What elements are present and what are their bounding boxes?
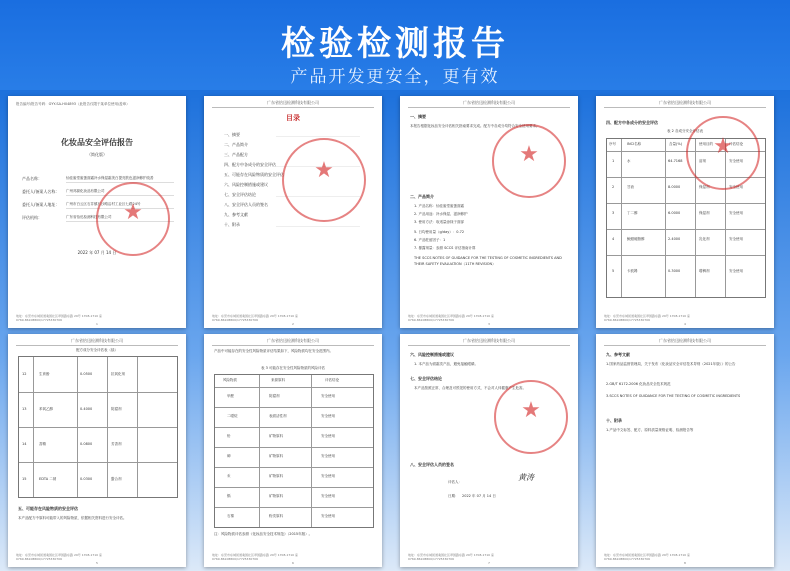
page-footer: 地址：东莞市东城街道桑园社区翠园路东路 29号 1708-1710 室 0769-86108800/17725330706 (604, 314, 691, 322)
section-heading: 十、附录 (606, 418, 622, 423)
cover-row-value-1: 仙佳蜜堂蜜蛋面霜补水保湿霜美白提亮肤色滋润修护改善 (66, 176, 154, 180)
table-cell: 0.3000 (668, 269, 681, 273)
table-cell: 香精 (39, 442, 46, 446)
table-cell: 乳化剂 (699, 237, 710, 241)
table-cell: 6.0000 (668, 211, 681, 215)
summary-text: 本报告根据化妆品安全评估相关指南要求完成。配方中各成分均符合安全使用要求。 (410, 124, 540, 128)
table-caption: 表 3 可能存在安全性风险物质的风险评估 (261, 366, 325, 370)
table-cell: 砷 (227, 454, 231, 458)
ingredient-table-continued (18, 356, 178, 498)
table-cell: 8.0000 (668, 185, 681, 189)
table-cell: 防腐剂 (111, 407, 122, 411)
section-heading: 六、风险控制措施或建议 (410, 352, 454, 357)
report-page-3-summary[interactable] (400, 96, 578, 328)
contents-item[interactable]: 十、附录 (224, 222, 240, 227)
page-footer: 地址：东莞市东城街道桑园社区翠园路东路 29号 1708-1710 室 0769-86108800/17725330706 (408, 553, 495, 561)
cover-row-value-4: 广东省怡迅检测科技有限公司 (66, 215, 112, 219)
section-heading: 四、配方中各成分的安全评估 (606, 120, 658, 125)
table-cell: 矿物原料 (269, 474, 283, 478)
product-field: 7. 暴露剂量：参照 SCCS 评估指南计算 (414, 246, 476, 250)
table-cell: 甘油 (627, 185, 634, 189)
reference-item: 2.GB/T 6172-2006 化妆品安全技术规范 (606, 382, 671, 386)
report-page-7-conclusion[interactable] (400, 334, 578, 567)
table-cell: 二噁烷 (227, 414, 238, 418)
table-cell: 汞 (227, 474, 231, 478)
page-footer: 地址：东莞市东城街道桑园社区翠园路东路 29号 1708-1710 室 0769-86108800/17725330706 (212, 314, 299, 322)
page-number: 8 (684, 561, 686, 565)
table-cell: 安全使用 (321, 394, 335, 398)
contents-item[interactable]: 二、产品简介 (224, 142, 248, 147)
page-header-company: 广东省怡迅检测科技有限公司 (463, 100, 515, 105)
table-cell: 防腐剂 (269, 394, 280, 398)
table-cell: 保湿剂 (699, 185, 710, 189)
page-footer: 地址：东莞市东城街道桑园社区翠园路东路 29号 1708-1710 室 0769-86108800/17725330706 (212, 553, 299, 561)
table-cell: 芳香剂 (111, 442, 122, 446)
table-cell: 甲醛 (227, 394, 234, 398)
evaluator-signature: 黄涛 (518, 473, 534, 482)
table-cell: 安全使用 (321, 474, 335, 478)
table-cell: 2.4000 (668, 237, 681, 241)
table-cell: 2 (612, 185, 615, 189)
page-number: 2 (292, 322, 294, 326)
cover-subtitle: （简化版） (87, 152, 107, 157)
section-heading: 一、摘要 (410, 114, 426, 119)
product-field: 6. 产品驻留因子：1 (414, 238, 446, 242)
contents-item[interactable]: 四、配方中各成分的安全评估 (224, 162, 276, 167)
table-cell: 64.7168 (668, 159, 683, 163)
table-cell: 1 (612, 159, 615, 163)
table-cell: EDTA 二钠 (39, 477, 57, 481)
table-cell: 丁二醇 (627, 211, 638, 215)
cover-row-value-3: 广州市白云区石井镇石沙路沿村工业区七路24号 (66, 202, 141, 206)
report-page-5-ingredients-continued[interactable] (8, 334, 186, 567)
table-cell: 鲸蜡硬脂醇 (627, 237, 645, 241)
table-cell: 13 (22, 407, 27, 411)
page-number: 3 (488, 322, 490, 326)
product-field: 1. 产品名称：仙佳蜜堂蜜蛋面霜 (414, 204, 464, 208)
table-cell: 安全使用 (321, 514, 335, 518)
table-cell: 0.0500 (80, 372, 93, 376)
product-field: 3. 使用方法：取适量涂抹于面部 (414, 220, 464, 224)
cover-row-value-2: 广州邦源化妆品有限公司 (66, 189, 105, 193)
reference-item: 1.国家药品监督管理局，关于发布《化妆品安全评估技术导则（2021年版）》的公告 (606, 362, 736, 366)
page-number: 4 (684, 322, 686, 326)
appendix-text: 1.产品中文标签、配方、原料质量规格证明、检测报告等 (606, 428, 694, 432)
table-cell: 安全使用 (321, 494, 335, 498)
table-cell: 12 (22, 372, 27, 376)
table-caption: 表 2 各成分安全评估表 (667, 129, 703, 133)
table-cell: 苯氧乙醇 (39, 407, 53, 411)
risk-intro: 产品中可能存在的安全性风险物质评估结果如下，风险物质均在安全范围内。 (214, 349, 333, 353)
banner (0, 0, 790, 100)
table-header: 使用目的 (699, 142, 713, 146)
company-seal: ★ (686, 116, 760, 190)
table-cell: 0.4000 (80, 407, 93, 411)
banner-title: 检验检测报告 (281, 24, 509, 64)
product-field: 5. 日均使用量（g/day）：0.72 (414, 230, 465, 234)
section-heading: 七、安全评估结论 (410, 376, 442, 381)
risk-table (214, 374, 374, 528)
table-cell: 铅 (227, 434, 231, 438)
product-field: 2. 产品用途：补水保湿、滋润修护 (414, 212, 468, 216)
table-cell: 矿物原料 (269, 494, 283, 498)
signature-date: 日期： 2022 年 07 月 14 日 (448, 494, 496, 498)
table-header: 评估结论 (325, 378, 339, 382)
banner-subtitle: 产品开发更安全，更有效 (290, 67, 500, 87)
table-cell: 表面活性剂 (269, 414, 287, 418)
table-cell: 石棉 (227, 514, 234, 518)
table-cell: 卡波姆 (627, 269, 638, 273)
section-text: 本产品按照正常、合理及可预见的使用方式，不会对人体健康产生危害。 (414, 386, 526, 390)
table-cell: 安全使用 (729, 159, 743, 163)
table-cell: 安全使用 (729, 269, 743, 273)
page-header-company: 广东省怡迅检测科技有限公司 (267, 100, 319, 105)
table-header: 含量(%) (669, 142, 683, 146)
page-footer: 地址：东莞市东城街道桑园社区翠园路东路 29号 1708-1710 室 0769-86108800/17725330706 (604, 553, 691, 561)
cover-row-label-3: 委托人/备案人地址： (22, 202, 60, 207)
company-seal: ★ (492, 124, 566, 198)
page-header-company: 广东省怡迅检测科技有限公司 (659, 338, 711, 343)
table-cell: 0.0300 (80, 477, 93, 481)
cover-title: 化妆品安全评估报告 (61, 138, 133, 147)
table-cell: 安全使用 (729, 185, 743, 189)
page-number: 1 (96, 322, 98, 326)
table-cell: 3 (612, 211, 615, 215)
table-caption: 配方成分安全评估表（续） (76, 348, 118, 352)
table-cell: 15 (22, 477, 27, 481)
table-cell: 安全使用 (321, 414, 335, 418)
report-page-8-references[interactable] (596, 334, 774, 567)
contents-item[interactable]: 一、摘要 (224, 132, 240, 137)
report-page-2-contents[interactable] (204, 96, 382, 328)
page-footer: 地址：东莞市东城街道桑园社区翠园路东路 29号 1708-1710 室 0769-86108800/17725330706 (408, 314, 495, 322)
table-header: INCI名称 (627, 142, 642, 146)
contents-title: 目录 (286, 114, 300, 122)
table-cell: 生育酚 (39, 372, 50, 376)
table-cell: 矿物原料 (269, 454, 283, 458)
contents-item[interactable]: 八、安全评估人员的签名 (224, 202, 268, 207)
reference-text: THE SCCS NOTES OF GUIDANCE FOR THE TESTING OF COSMETIC INGREDIENTS AND THEIR SAFETY EVALUATION（11TH REVISION） (414, 256, 562, 266)
table-cell: 安全使用 (321, 434, 335, 438)
table-cell: 螯合剂 (111, 477, 122, 481)
report-number: 报告编号/报告号码：GYY-SA-H04893（此报告仅限于某单位使用/盖章） (16, 102, 130, 106)
table-cell: 安全使用 (729, 237, 743, 241)
table-cell: 保湿剂 (699, 211, 710, 215)
table-header: 评估结论 (729, 142, 743, 146)
contents-item[interactable]: 九、参考文献 (224, 212, 248, 217)
section-heading: 九、参考文献 (606, 352, 630, 357)
table-cell: 4 (612, 237, 615, 241)
page-number: 6 (292, 561, 294, 565)
page-footer: 地址：东莞市东城街道桑园社区翠园路东路 29号 1708-1710 室 0769-86108800/17725330706 (16, 553, 103, 561)
table-cell: 镉 (227, 494, 231, 498)
cover-date: 2022 年 07 月 14 日 (77, 250, 117, 255)
cover-row-label-2: 委托人/备案人名称： (22, 189, 60, 194)
contents-item[interactable]: 七、安全评估结论 (224, 192, 256, 197)
reference-item: 3.SCCS NOTES OF GUIDANCE FOR THE TESTING OF COSMETIC INGREDIENTS (606, 394, 741, 398)
table-cell: 水 (627, 159, 631, 163)
company-seal: ★ (282, 138, 366, 222)
contents-item[interactable]: 五、可能存在风险物质的安全评估 (224, 172, 284, 177)
table-cell: 矿物原料 (269, 434, 283, 438)
page-header-company: 广东省怡迅检测科技有限公司 (659, 100, 711, 105)
page-footer: 地址：东莞市东城街道桑园社区翠园路东路 29号 1708-1710 室 0769-86108800/17725330706 (16, 314, 103, 322)
evaluator-label: 评估人： (448, 480, 462, 484)
report-page-1-cover[interactable] (8, 96, 186, 328)
contents-item[interactable]: 三、产品配方 (224, 152, 248, 157)
section-text: 本产品配方中原料可能带入的风险物质，依据相关资料进行安全评估。 (18, 516, 127, 520)
report-page-4-ingredients[interactable] (596, 96, 774, 328)
table-cell: 粉类原料 (269, 514, 283, 518)
table-header: 来源原料 (271, 378, 285, 382)
page-header-company: 广东省怡迅检测科技有限公司 (463, 338, 515, 343)
page-number: 5 (96, 561, 98, 565)
section-text: 1. 本产品为面霜类产品，避免接触眼睛。 (414, 362, 478, 366)
table-cell: 14 (22, 442, 27, 446)
table-cell: 安全使用 (321, 454, 335, 458)
contents-item[interactable]: 六、风险控制措施或建议 (224, 182, 268, 187)
cover-row-label-4: 评估机构： (22, 215, 42, 220)
table-cell: 5 (612, 269, 615, 273)
table-cell: 抗氧化剂 (111, 372, 125, 376)
table-header: 序号 (609, 142, 616, 146)
page-header-company: 广东省怡迅检测科技有限公司 (267, 338, 319, 343)
company-seal: ★ (96, 182, 170, 256)
section-heading: 八、安全评估人员的签名 (410, 462, 454, 467)
company-seal: ★ (494, 380, 568, 454)
page-number: 7 (488, 561, 490, 565)
section-heading: 二、产品简介 (410, 194, 434, 199)
table-cell: 增稠剂 (699, 269, 710, 273)
table-header: 风险物质 (223, 378, 237, 382)
report-page-6-risk-substances[interactable] (204, 334, 382, 567)
table-cell: 安全使用 (729, 211, 743, 215)
table-cell: 溶剂 (699, 159, 706, 163)
risk-note: 注：风险物质评估参照《化妆品安全技术规范》（2015年版）。 (214, 532, 313, 536)
table-cell: 0.0800 (80, 442, 93, 446)
section-heading: 五、可能存在风险物质的安全评估 (18, 506, 78, 511)
cover-row-label-1: 产品名称： (22, 176, 42, 181)
page-header-company: 广东省怡迅检测科技有限公司 (71, 338, 123, 343)
